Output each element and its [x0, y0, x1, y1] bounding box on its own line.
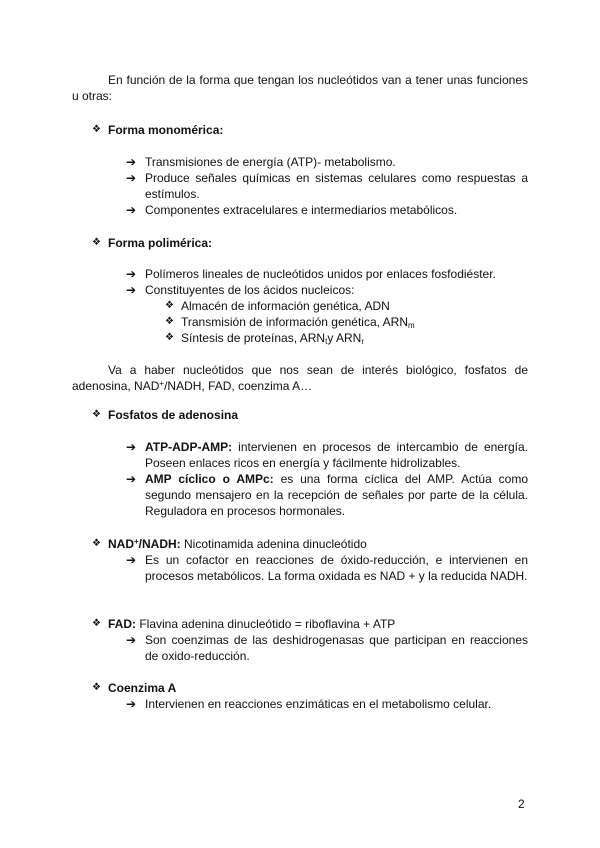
- fosfatos-term-2: AMP cíclico o AMPc:: [145, 472, 274, 486]
- intro-line-1: En función de la forma que tengan los nucleótidos van a tener unas funciones: [108, 73, 528, 87]
- heading-coenzima: Coenzima A: [108, 681, 177, 695]
- nad-term-b: /NADH:: [138, 537, 181, 551]
- diamond-bullet-icon: ❖: [165, 300, 174, 311]
- interes-nad: adenosina, NAD: [72, 379, 160, 393]
- arrow-bullet-icon: ➔: [126, 171, 137, 185]
- nad-item: Es un cofactor en reacciones de óxido-reducción, e intervienen en procesos metabólicos. La forma oxidada es NAD + y la reducida NADH.: [145, 553, 528, 583]
- diamond-bullet-icon: ❖: [92, 124, 101, 135]
- sub-3-text: Síntesis de proteínas, ARN: [181, 331, 326, 345]
- polimerica-sub-2: [181, 314, 415, 330]
- arrow-bullet-icon: ➔: [126, 283, 137, 297]
- fosfatos-text-2: es una forma cíclica del AMP. Actúa como segundo mensajero en la recepción de señales por parte de la célula. Reguladora en procesos hormonales.: [145, 472, 528, 518]
- coenzima-item: Intervienen en reacciones enzimáticas en el metabolismo celular.: [145, 697, 492, 711]
- arrow-bullet-icon: ➔: [126, 203, 137, 217]
- polimerica-item-1: Polímeros lineales de nucleótidos unidos por enlaces fosfodiéster.: [145, 267, 496, 281]
- heading-monomerica: Forma monomérica:: [108, 123, 224, 137]
- interes-line-2: [72, 378, 312, 394]
- monomerica-item-1: Transmisiones de energía (ATP)- metabolismo.: [145, 155, 396, 169]
- polimerica-item-2: Constituyentes de los ácidos nucleicos:: [145, 283, 355, 297]
- arrow-bullet-icon: ➔: [126, 697, 137, 711]
- nad-term-sup: +: [134, 537, 139, 546]
- interes-nad-sup: +: [159, 379, 165, 388]
- fosfatos-item-1: [145, 439, 528, 471]
- arrow-bullet-icon: ➔: [126, 553, 137, 567]
- diamond-bullet-icon: ❖: [165, 316, 174, 327]
- diamond-bullet-icon: ❖: [92, 618, 101, 629]
- monomerica-item-3: Componentes extracelulares e intermediarios metabólicos.: [145, 203, 458, 217]
- intro-line-2: u otras:: [72, 89, 113, 103]
- page-number: 2: [518, 797, 525, 811]
- fad-term: FAD:: [108, 617, 136, 631]
- diamond-bullet-icon: ❖: [92, 237, 101, 248]
- monomerica-item-2: Produce señales químicas en sistemas celulares como respuestas a estímulos.: [145, 171, 528, 201]
- heading-polimerica: Forma polimérica:: [108, 236, 213, 250]
- sub-3-mid: y ARN: [327, 331, 362, 345]
- diamond-bullet-icon: ❖: [92, 538, 101, 549]
- sub-3-subscript: t: [325, 337, 328, 346]
- fosfatos-text-1: intervienen en procesos de intercambio de energía. Poseen enlaces ricos en energía y fácilmente hidrolizables.: [145, 440, 528, 470]
- diamond-bullet-icon: ❖: [165, 332, 174, 343]
- sub-2-subscript: m: [408, 321, 415, 330]
- polimerica-sub-1: Almacén de información genética, ADN: [181, 299, 390, 313]
- diamond-bullet-icon: ❖: [92, 682, 101, 693]
- nad-term-a: NAD: [108, 537, 134, 551]
- sub-2-text: Transmisión de información genética, ARN: [181, 315, 408, 329]
- sub-3-subscript-2: r: [361, 337, 364, 346]
- arrow-bullet-icon: ➔: [126, 472, 137, 486]
- polimerica-sub-3: [181, 330, 364, 346]
- fad-desc: Flavina adenina dinucleótido = riboflavina + ATP: [139, 617, 396, 631]
- diamond-bullet-icon: ❖: [92, 409, 101, 420]
- fad-heading: [108, 616, 395, 632]
- heading-fosfatos: Fosfatos de adenosina: [108, 408, 239, 422]
- arrow-bullet-icon: ➔: [126, 633, 137, 647]
- fosfatos-item-2: [145, 471, 528, 519]
- fosfatos-term-1: ATP-ADP-AMP:: [145, 440, 233, 454]
- interes-line-1: Va a haber nucleótidos que nos sean de interés biológico, fosfatos de: [108, 363, 528, 377]
- fad-item: Son coenzimas de las deshidrogenasas que participan en reacciones de oxido-reducción.: [145, 633, 528, 663]
- arrow-bullet-icon: ➔: [126, 440, 137, 454]
- arrow-bullet-icon: ➔: [126, 155, 137, 169]
- nad-desc: Nicotinamida adenina dinucleótido: [184, 537, 367, 551]
- interes-rest: /NADH, FAD, coenzima A…: [164, 379, 313, 393]
- arrow-bullet-icon: ➔: [126, 267, 137, 281]
- nad-heading: [108, 536, 367, 552]
